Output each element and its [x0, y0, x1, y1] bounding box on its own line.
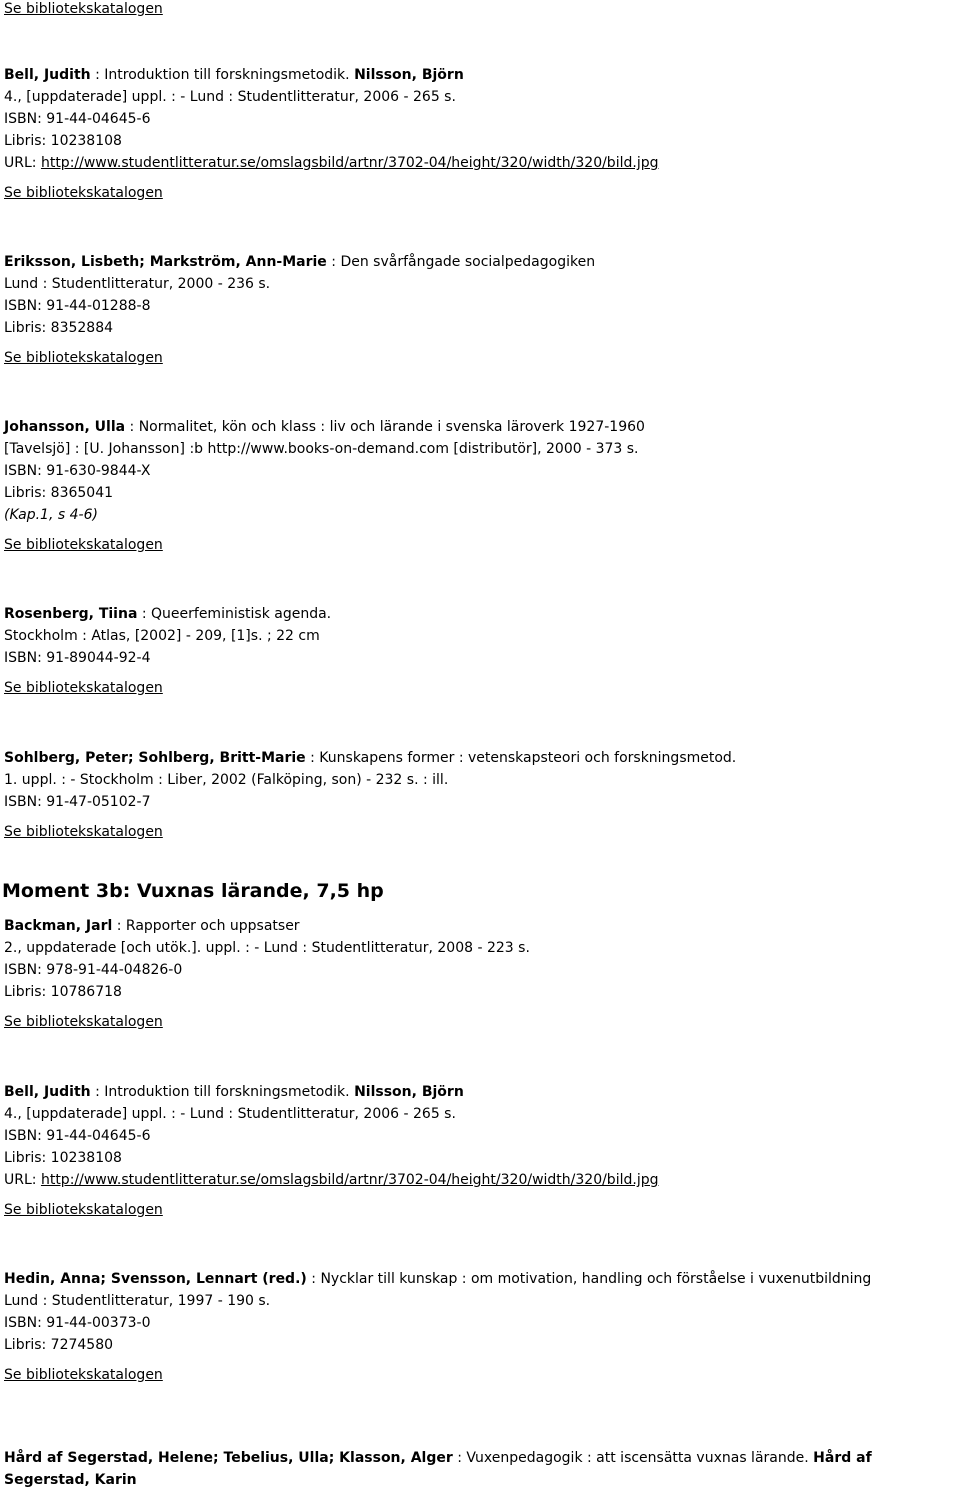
entry-isbn: ISBN: 978-91-44-04826-0 [4, 962, 183, 978]
entry-isbn: ISBN: 91-47-05102-7 [4, 794, 151, 810]
entry-isbn: ISBN: 91-44-04645-6 [4, 111, 151, 127]
entry-libris: Libris: 7274580 [4, 1337, 114, 1353]
entry-title-line-continued [4, 1469, 956, 1491]
entry-author: Hård af Segerstad, Helene; Tebelius, Ulla; Klasson, Alger [4, 1450, 453, 1466]
entry-author: Rosenberg, Tiina [4, 606, 138, 622]
entry-coauthor: Segerstad, Karin [4, 1472, 137, 1488]
catalog-link[interactable]: Se bibliotekskatalogen [4, 185, 163, 201]
entry-title-line: Hård af Segerstad, Helene; Tebelius, Ulla; Klasson, Alger : Vuxenpedagogik : att iscensätta vuxnas lärande. Hård af [4, 1450, 872, 1466]
entry-url-line [4, 152, 956, 174]
entry-publication: 2., uppdaterade [och utök.]. uppl. : - Lund : Studentlitteratur, 2008 - 223 s. [4, 940, 530, 956]
entry-isbn: ISBN: 91-89044-92-4 [4, 650, 151, 666]
entry-libris: Libris: 10238108 [4, 133, 122, 149]
reference-entry [4, 1081, 956, 1221]
entry-url-label: URL: [4, 1172, 37, 1188]
entry-title-line: Rosenberg, Tiina : Queerfeministisk agenda. [4, 606, 332, 622]
reference-entry [4, 251, 956, 369]
catalog-link[interactable]: Se bibliotekskatalogen [4, 1367, 163, 1383]
entry-libris: Libris: 10238108 [4, 1150, 122, 1166]
entry-title: Rapporter och uppsatser [125, 918, 300, 934]
entry-title-line: Bell, Judith : Introduktion till forskningsmetodik. Nilsson, Björn [4, 67, 464, 83]
entry-publication: Lund : Studentlitteratur, 2000 - 236 s. [4, 276, 271, 292]
entry-isbn: ISBN: 91-44-01288-8 [4, 298, 151, 314]
entry-title: Vuxenpedagogik : att iscensätta vuxnas lärande. [466, 1450, 809, 1466]
catalog-link[interactable]: Se bibliotekskatalogen [4, 824, 163, 840]
entry-title: Nycklar till kunskap : om motivation, handling och förståelse i vuxenutbildning [320, 1271, 872, 1287]
entry-coauthor: Hård af [813, 1450, 872, 1466]
entry-publication: Stockholm : Atlas, [2002] - 209, [1]s. ; 22 cm [4, 628, 320, 644]
entry-url-line [4, 1169, 956, 1191]
reference-entry [4, 1268, 956, 1386]
entry-isbn: ISBN: 91-630-9844-X [4, 463, 151, 479]
catalog-entry-tail [4, 0, 956, 20]
entry-isbn: ISBN: 91-44-00373-0 [4, 1315, 151, 1331]
reference-entry [4, 416, 956, 556]
catalog-link[interactable]: Se bibliotekskatalogen [4, 1014, 163, 1030]
entry-title: Queerfeministisk agenda. [151, 606, 332, 622]
entry-publication: Lund : Studentlitteratur, 1997 - 190 s. [4, 1293, 271, 1309]
entry-libris: Libris: 8365041 [4, 485, 114, 501]
entry-title: Normalitet, kön och klass : liv och lärande i svenska läroverk 1927-1960 [138, 419, 645, 435]
entry-publication: 4., [uppdaterade] uppl. : - Lund : Studentlitteratur, 2006 - 265 s. [4, 1106, 456, 1122]
reference-entry [4, 915, 956, 1033]
entry-title-line: Bell, Judith : Introduktion till forskningsmetodik. Nilsson, Björn [4, 1084, 464, 1100]
entry-title-line: Johansson, Ulla : Normalitet, kön och klass : liv och lärande i svenska läroverk 1927-1960 [4, 419, 645, 435]
entry-coauthor: Nilsson, Björn [354, 1084, 464, 1100]
entry-author: Hedin, Anna; Svensson, Lennart (red.) [4, 1271, 307, 1287]
entry-coauthor: Nilsson, Björn [354, 67, 464, 83]
entry-author: Bell, Judith [4, 67, 91, 83]
catalog-link[interactable]: Se bibliotekskatalogen [4, 1, 163, 17]
entry-title: Introduktion till forskningsmetodik. [104, 67, 350, 83]
entry-publication: 4., [uppdaterade] uppl. : - Lund : Studentlitteratur, 2006 - 265 s. [4, 89, 456, 105]
entry-publication: 1. uppl. : - Stockholm : Liber, 2002 (Falköping, son) - 232 s. : ill. [4, 772, 449, 788]
entry-url-label: URL: [4, 155, 37, 171]
entry-libris: Libris: 10786718 [4, 984, 122, 1000]
entry-author: Bell, Judith [4, 1084, 91, 1100]
reference-entry [4, 1447, 956, 1491]
catalog-link[interactable]: Se bibliotekskatalogen [4, 537, 163, 553]
entry-title-line: Sohlberg, Peter; Sohlberg, Britt-Marie : Kunskapens former : vetenskapsteori och forskningsmetod. [4, 750, 737, 766]
entry-libris: Libris: 8352884 [4, 320, 114, 336]
entry-title-line: Eriksson, Lisbeth; Markström, Ann-Marie : Den svårfångade socialpedagogiken [4, 254, 596, 270]
catalog-link[interactable]: Se bibliotekskatalogen [4, 1202, 163, 1218]
reference-entry [4, 603, 956, 699]
entry-author: Eriksson, Lisbeth; Markström, Ann-Marie [4, 254, 327, 270]
entry-title-line: Hedin, Anna; Svensson, Lennart (red.) : Nycklar till kunskap : om motivation, handling och förståelse i vuxenutbildning [4, 1271, 872, 1287]
entry-title: Den svårfångade socialpedagogiken [340, 254, 596, 270]
entry-author: Backman, Jarl [4, 918, 113, 934]
entry-title: Introduktion till forskningsmetodik. [104, 1084, 350, 1100]
entry-author: Sohlberg, Peter; Sohlberg, Britt-Marie [4, 750, 306, 766]
catalog-link[interactable]: Se bibliotekskatalogen [4, 350, 163, 366]
entry-title: Kunskapens former : vetenskapsteori och forskningsmetod. [319, 750, 737, 766]
entry-url-link[interactable]: http://www.studentlitteratur.se/omslagsbild/artnr/3702-04/height/320/width/320/bild.jpg [40, 155, 659, 171]
entry-isbn: ISBN: 91-44-04645-6 [4, 1128, 151, 1144]
entry-url-link[interactable]: http://www.studentlitteratur.se/omslagsbild/artnr/3702-04/height/320/width/320/bild.jpg [40, 1172, 659, 1188]
catalog-link[interactable]: Se bibliotekskatalogen [4, 680, 163, 696]
entry-author: Johansson, Ulla [4, 419, 126, 435]
entry-title-line: Backman, Jarl : Rapporter och uppsatser [4, 918, 300, 934]
entry-note: (Kap.1, s 4-6) [4, 507, 98, 523]
entry-publication: [Tavelsjö] : [U. Johansson] :b http://www.books-on-demand.com [distributör], 2000 - 373 s. [4, 441, 639, 457]
reference-entry [4, 64, 956, 204]
reference-entry [4, 747, 956, 843]
section-heading: Moment 3b: Vuxnas lärande, 7,5 hp [2, 880, 384, 902]
